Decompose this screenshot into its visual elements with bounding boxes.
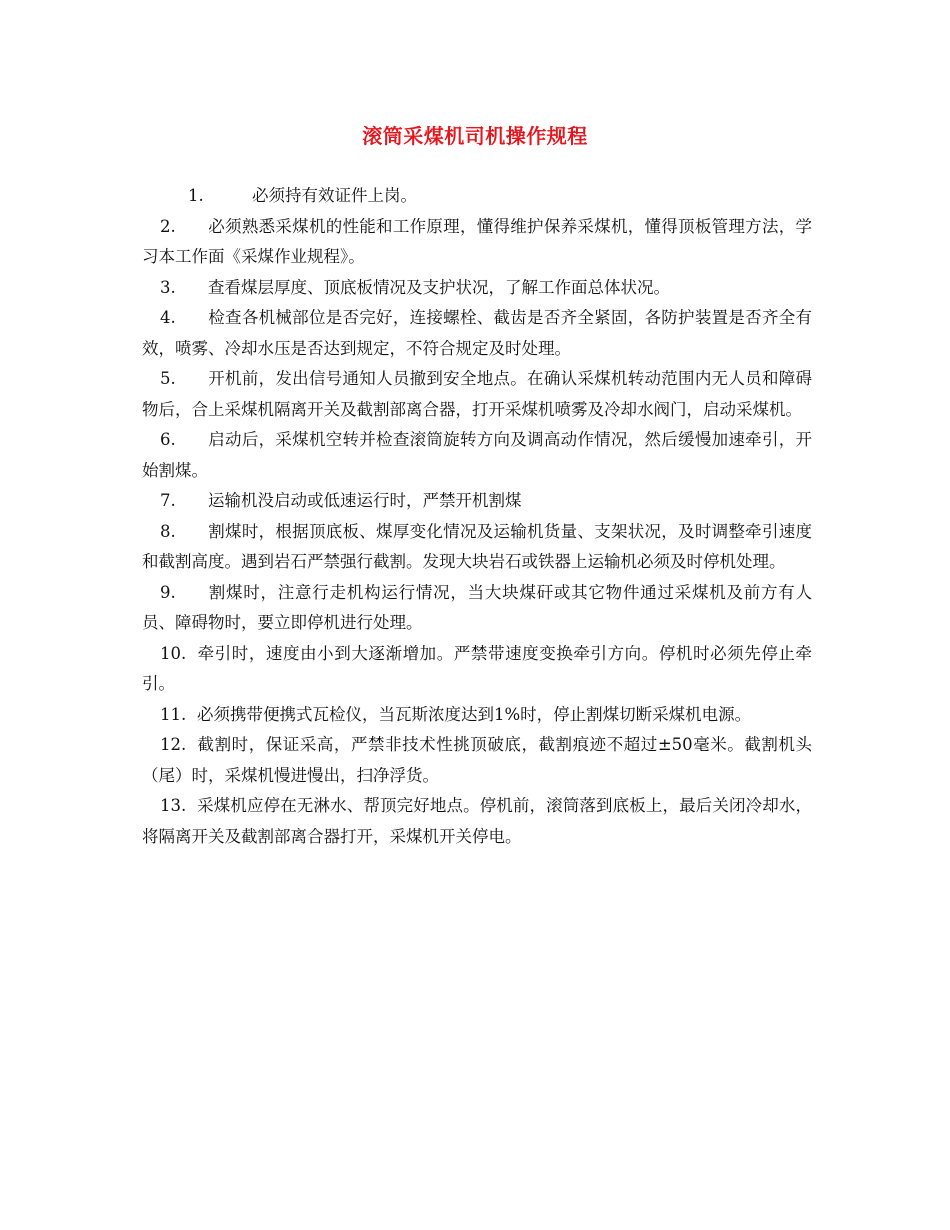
item-number: 1. [188,186,204,205]
item-number: 3. [160,277,176,297]
item-number: 13. [160,796,187,815]
item-number: 2. [160,216,176,236]
item-text: 必须携带便携式瓦检仪，当瓦斯浓度达到1%时，停止割煤切断采煤机电源。 [197,704,752,724]
item-number: 4. [160,308,176,327]
item-text: 查看煤层厚度、顶底板情况及支护状况，了解工作面总体状况。 [208,277,670,297]
list-item [142,212,812,273]
item-number: 6. [160,430,176,449]
document-body [142,181,812,852]
item-text: 运输机没启动或低速运行时，严禁开机割煤 [208,491,522,510]
item-number: 5. [160,369,176,388]
list-item [142,273,812,304]
list-item [142,181,812,212]
item-text: 启动后，采煤机空转并检查滚筒旋转方向及调高动作情况，然后缓慢加速牵引，开始割煤。 [142,430,812,480]
item-text: 检查各机械部位是否完好，连接螺栓、截齿是否齐全紧固，各防护装置是否齐全有效，喷雾、冷却水压是否达到规定，不符合规定及时处理。 [142,308,812,358]
list-item [142,303,812,364]
list-item [142,517,812,578]
item-number: 10. [160,643,187,663]
item-number: 12. [160,735,187,754]
item-text: 必须持有效证件上岗。 [252,186,417,205]
item-text: 采煤机应停在无淋水、帮顶完好地点。停机前，滚筒落到底板上，最后关闭冷却水，将隔离开关及截割部离合器打开，采煤机开关停电。 [142,796,812,846]
item-number: 7. [160,491,176,510]
document-title: 滚筒采煤机司机操作规程 [362,124,588,148]
item-text: 割煤时，根据顶底板、煤厚变化情况及运输机货量、支架状况，及时调整牵引速度和截割高度。遇到岩石严禁强行截割。发现大块岩石或铁器上运输机必须及时停机处理。 [142,521,812,571]
list-item [142,425,812,486]
list-item [142,639,812,700]
list-item [142,578,812,639]
item-text: 牵引时，速度由小到大逐渐增加。严禁带速度变换牵引方向。停机时必须先停止牵引。 [142,643,812,693]
item-text: 截割时，保证采高，严禁非技术性挑顶破底，截割痕迹不超过±50毫米。截割机头（尾）时，采煤机慢进慢出，扫净浮货。 [142,735,812,785]
list-item [142,486,812,517]
item-number: 9. [160,582,176,602]
item-text: 割煤时，注意行走机构运行情况，当大块煤矸或其它物件通过采煤机及前方有人员、障碍物时，要立即停机进行处理。 [142,582,812,632]
list-item [142,364,812,425]
item-number: 8. [160,521,176,541]
list-item [142,700,812,731]
list-item [142,730,812,791]
item-text: 必须熟悉采煤机的性能和工作原理，懂得维护保养采煤机，懂得顶板管理方法，学习本工作面《采煤作业规程》。 [142,216,812,266]
item-text: 开机前，发出信号通知人员撤到安全地点。在确认采煤机转动范围内无人员和障碍物后，合上采煤机隔离开关及截割部离合器，打开采煤机喷雾及冷却水阀门，启动采煤机。 [142,369,812,419]
item-number: 11. [160,704,187,724]
list-item [142,791,812,852]
